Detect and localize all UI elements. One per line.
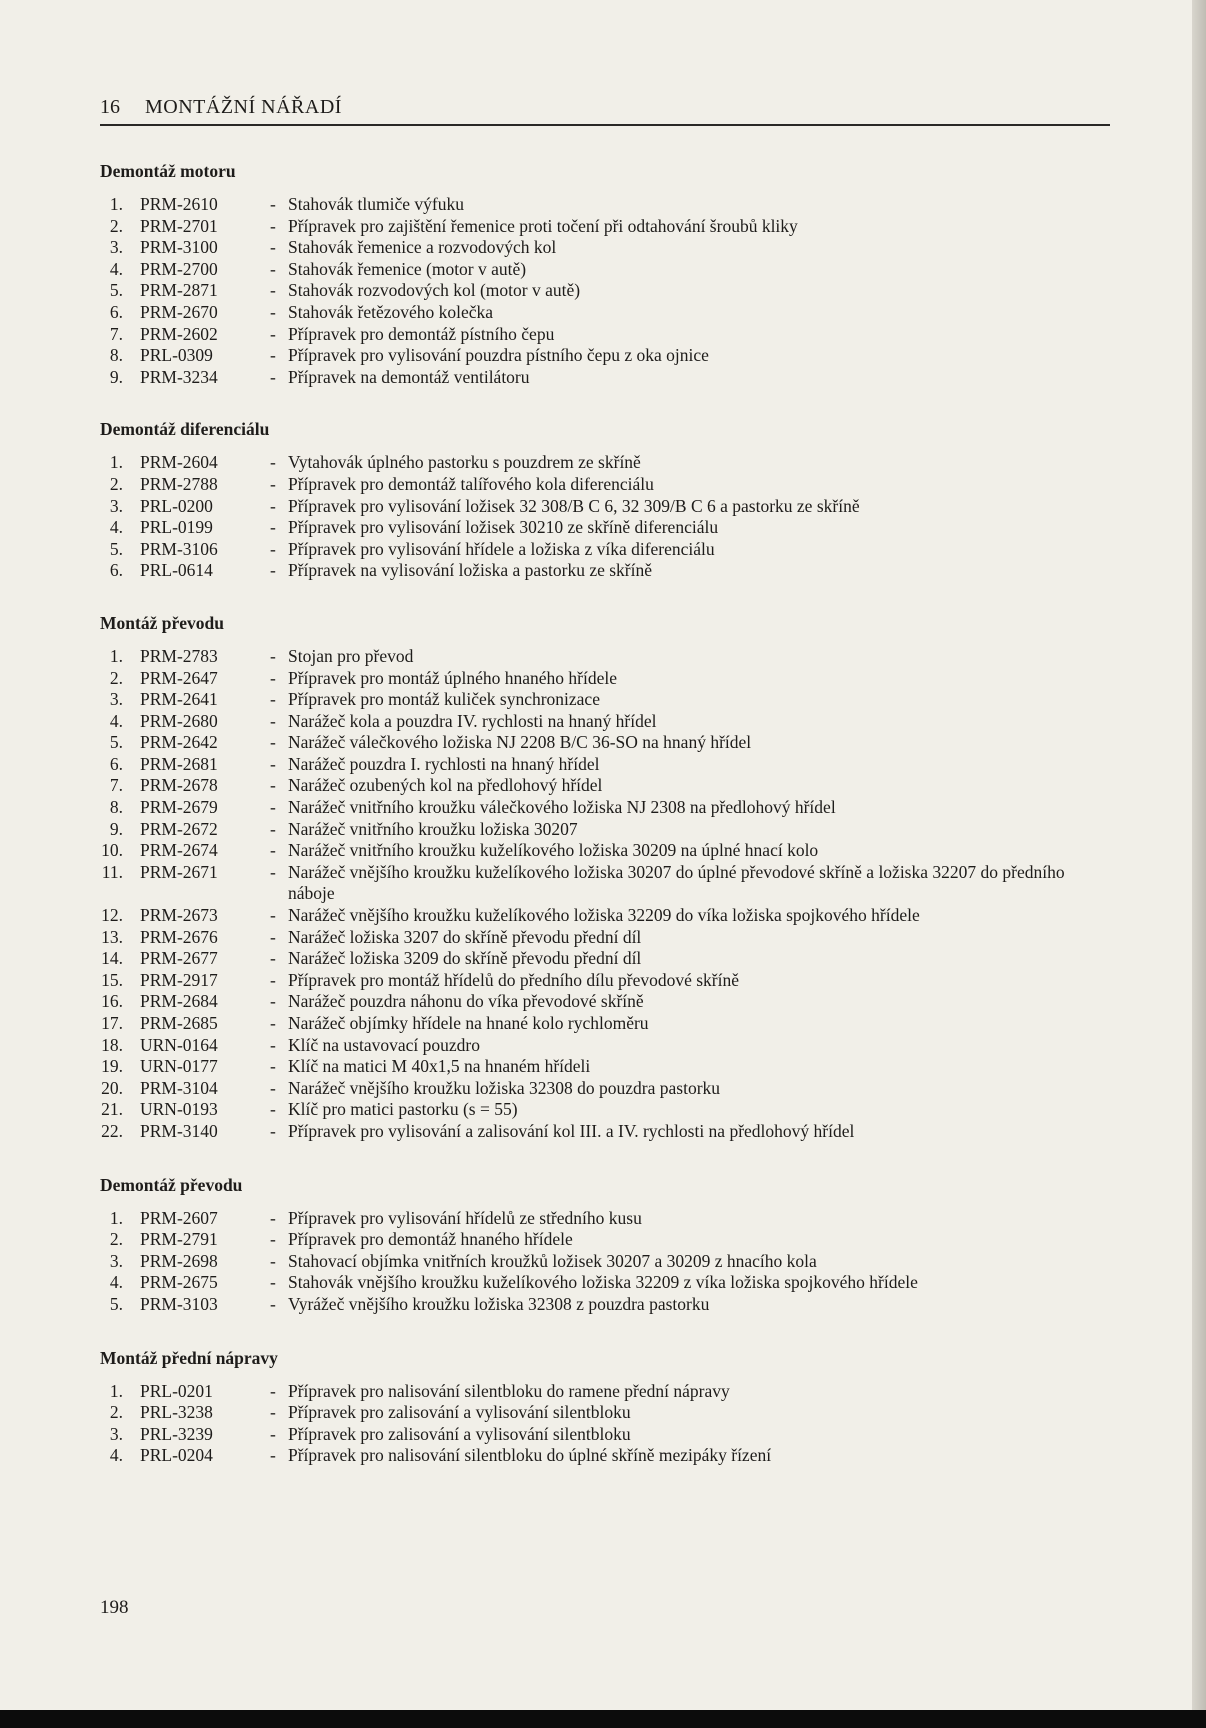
tool-description: - Přípravek pro montáž hřídelů do předního dílu převodové skříně — [270, 970, 1110, 992]
tool-description: - Stahovák řetězového kolečka — [270, 302, 1110, 324]
tool-list-content — [100, 160, 1110, 1467]
tool-description: - Narážeč pouzdra I. rychlosti na hnaný hřídel — [270, 754, 1110, 776]
list-item — [100, 1251, 1110, 1273]
list-item — [100, 237, 1110, 259]
tool-code: PRM-2673 — [140, 905, 218, 926]
tool-code: PRM-3106 — [140, 538, 218, 559]
tool-code: PRM-2670 — [140, 301, 218, 322]
list-item — [100, 452, 1110, 474]
tool-description: - Přípravek pro nalisování silentbloku do ramene přední nápravy — [270, 1381, 1110, 1403]
list-item — [100, 216, 1110, 238]
tool-description: - Přípravek pro vylisování a zalisování kol III. a IV. rychlosti na předlohový hřídel — [270, 1121, 1110, 1143]
tool-description: - Přípravek na vylisování ložiska a pastorku ze skříně — [270, 560, 1110, 582]
tool-description: - Narážeč vnějšího kroužku kuželíkového ložiska 30207 do úplné převodové skříně a ložiska 32207 do předního náboje — [270, 862, 1110, 905]
item-number: 2. — [109, 473, 123, 494]
tool-description: - Přípravek pro vylisování ložisek 32 308/B C 6, 32 309/B C 6 a pastorku ze skříně — [270, 496, 1110, 518]
item-number: 4. — [109, 517, 123, 538]
tool-description: - Narážeč ložiska 3207 do skříně převodu přední díl — [270, 927, 1110, 949]
list-item — [100, 324, 1110, 346]
tool-description: - Narážeč vnějšího kroužku kuželíkového ložiska 32209 do víka ložiska spojkového hřídele — [270, 905, 1110, 927]
tool-description: - Klíč na matici M 40x1,5 na hnaném hřídeli — [270, 1056, 1110, 1078]
item-number: 4. — [109, 710, 123, 731]
list-item — [100, 840, 1110, 862]
tool-code: PRM-2671 — [140, 861, 218, 882]
item-number: 3. — [109, 495, 123, 516]
tool-code: PRL-3239 — [140, 1423, 213, 1444]
item-number: 2. — [109, 215, 123, 236]
tool-description: - Narážeč ozubených kol na předlohový hřídel — [270, 775, 1110, 797]
list-item — [100, 862, 1110, 905]
list-item — [100, 539, 1110, 561]
tool-description: - Přípravek pro montáž úplného hnaného hřídele — [270, 668, 1110, 690]
tool-description: - Přípravek pro vylisování pouzdra pístního čepu z oka ojnice — [270, 345, 1110, 367]
item-number: 9. — [109, 366, 123, 387]
section — [100, 418, 1110, 582]
list-item — [100, 905, 1110, 927]
list-item — [100, 1229, 1110, 1251]
tool-description: - Narážeč vnějšího kroužku ložiska 32308 do pouzdra pastorku — [270, 1078, 1110, 1100]
tool-code: PRM-3104 — [140, 1077, 218, 1098]
section — [100, 160, 1110, 388]
tool-code: PRL-0204 — [140, 1445, 213, 1466]
tool-code: PRM-2641 — [140, 689, 218, 710]
page-header — [100, 94, 1110, 126]
item-number: 5. — [109, 1293, 123, 1314]
tool-description: - Stahovák rozvodových kol (motor v autě) — [270, 280, 1110, 302]
list-item — [100, 474, 1110, 496]
scan-bottom-border — [0, 1710, 1206, 1728]
item-number: 8. — [109, 345, 123, 366]
item-number: 3. — [109, 1423, 123, 1444]
item-number: 20. — [101, 1077, 123, 1098]
tool-code: PRM-2788 — [140, 473, 218, 494]
item-number: 8. — [109, 797, 123, 818]
tool-code: URN-0193 — [140, 1099, 218, 1120]
list-item — [100, 1424, 1110, 1446]
list-item — [100, 689, 1110, 711]
tool-code: PRM-2675 — [140, 1272, 218, 1293]
tool-code: PRM-2607 — [140, 1207, 218, 1228]
tool-description: - Stojan pro převod — [270, 646, 1110, 668]
tool-description: - Přípravek pro demontáž pístního čepu — [270, 324, 1110, 346]
item-number: 12. — [101, 905, 123, 926]
list-item — [100, 1013, 1110, 1035]
list-item — [100, 1208, 1110, 1230]
list-item — [100, 280, 1110, 302]
tool-description: - Narážeč vnitřního kroužku válečkového ložiska NJ 2308 na předlohový hřídel — [270, 797, 1110, 819]
list-item — [100, 819, 1110, 841]
tool-description: - Přípravek pro zalisování a vylisování silentbloku — [270, 1402, 1110, 1424]
section-title: Montáž převodu — [100, 612, 224, 633]
item-number: 19. — [101, 1056, 123, 1077]
page-edge-shadow — [1192, 0, 1206, 1728]
tool-code: PRM-2642 — [140, 732, 218, 753]
item-number: 1. — [109, 1380, 123, 1401]
list-item — [100, 302, 1110, 324]
tool-code: PRM-2678 — [140, 775, 218, 796]
tool-description: - Narážeč objímky hřídele na hnané kolo rychloměru — [270, 1013, 1110, 1035]
tool-code: PRL-0309 — [140, 345, 213, 366]
tool-code: PRL-0200 — [140, 495, 213, 516]
tool-description: - Přípravek pro demontáž hnaného hřídele — [270, 1229, 1110, 1251]
tool-description: - Stahovák řemenice (motor v autě) — [270, 259, 1110, 281]
item-number: 13. — [101, 926, 123, 947]
item-number: 3. — [109, 237, 123, 258]
tool-description: - Přípravek pro vylisování hřídele a ložiska z víka diferenciálu — [270, 539, 1110, 561]
item-number: 7. — [109, 323, 123, 344]
tool-description: - Přípravek pro montáž kuliček synchronizace — [270, 689, 1110, 711]
item-number: 10. — [101, 840, 123, 861]
section — [100, 1174, 1110, 1316]
tool-code: PRM-2676 — [140, 926, 218, 947]
tool-code: PRM-2604 — [140, 452, 218, 473]
tool-description: - Narážeč pouzdra náhonu do víka převodové skříně — [270, 991, 1110, 1013]
list-item — [100, 560, 1110, 582]
item-number: 22. — [101, 1120, 123, 1141]
tool-description: - Stahovací objímka vnitřních kroužků ložisek 30207 a 30209 z hnacího kola — [270, 1251, 1110, 1273]
item-number: 3. — [109, 1250, 123, 1271]
section-title: Montáž přední nápravy — [100, 1347, 278, 1368]
list-item — [100, 1294, 1110, 1316]
list-item — [100, 797, 1110, 819]
list-item — [100, 517, 1110, 539]
item-number: 21. — [101, 1099, 123, 1120]
tool-description: - Vytahovák úplného pastorku s pouzdrem ze skříně — [270, 452, 1110, 474]
section — [100, 1347, 1110, 1467]
item-number: 17. — [101, 1013, 123, 1033]
tool-code: PRM-2700 — [140, 258, 218, 279]
tool-code: PRM-2685 — [140, 1013, 218, 1033]
item-number: 5. — [109, 280, 123, 301]
tool-code: PRM-2917 — [140, 969, 218, 990]
tool-code: PRM-2677 — [140, 948, 218, 969]
section-title: Demontáž motoru — [100, 161, 236, 181]
tool-code: PRL-0201 — [140, 1380, 213, 1401]
section — [100, 612, 1110, 1143]
section-title: Demontáž převodu — [100, 1174, 243, 1195]
item-number: 5. — [109, 538, 123, 559]
item-number: 2. — [109, 1402, 123, 1423]
list-item — [100, 732, 1110, 754]
tool-description: - Přípravek pro vylisování ložisek 30210 ze skříně diferenciálu — [270, 517, 1110, 539]
tool-code: PRL-0614 — [140, 560, 213, 581]
item-number: 3. — [109, 689, 123, 710]
list-item — [100, 948, 1110, 970]
tool-description: - Přípravek pro nalisování silentbloku do úplné skříně mezipáky řízení — [270, 1445, 1110, 1467]
item-number: 15. — [101, 969, 123, 990]
list-item — [100, 1445, 1110, 1467]
list-item — [100, 1056, 1110, 1078]
item-number: 2. — [109, 667, 123, 688]
tool-code: PRM-2681 — [140, 753, 218, 774]
item-number: 6. — [109, 753, 123, 774]
tool-code: PRM-3140 — [140, 1120, 218, 1141]
item-number: 16. — [101, 991, 123, 1012]
tool-description: - Narážeč vnitřního kroužku ložiska 30207 — [270, 819, 1110, 841]
list-item — [100, 754, 1110, 776]
tool-code: PRM-2783 — [140, 645, 218, 666]
item-number: 4. — [109, 1445, 123, 1466]
item-number: 4. — [109, 1272, 123, 1293]
tool-description: - Klíč pro matici pastorku (s = 55) — [270, 1099, 1110, 1121]
tool-code: URN-0177 — [140, 1056, 218, 1077]
tool-description: - Narážeč kola a pouzdra IV. rychlosti na hnaný hřídel — [270, 711, 1110, 733]
tool-code: PRM-2610 — [140, 194, 218, 214]
item-number: 1. — [109, 452, 123, 473]
list-item — [100, 668, 1110, 690]
tool-code: PRM-3234 — [140, 366, 218, 387]
list-item — [100, 1272, 1110, 1294]
item-number: 14. — [101, 948, 123, 969]
tool-description: - Narážeč ložiska 3209 do skříně převodu přední díl — [270, 948, 1110, 970]
tool-code: PRM-2679 — [140, 797, 218, 818]
tool-description: - Přípravek pro zalisování a vylisování silentbloku — [270, 1424, 1110, 1446]
item-number: 7. — [109, 775, 123, 796]
tool-description: - Narážeč válečkového ložiska NJ 2208 B/C 36-SO na hnaný hřídel — [270, 732, 1110, 754]
page-number: 198 — [100, 1597, 129, 1618]
list-item — [100, 1121, 1110, 1143]
tool-code: URN-0164 — [140, 1034, 218, 1055]
item-number: 9. — [109, 818, 123, 839]
tool-code: PRM-2672 — [140, 818, 218, 839]
tool-code: PRM-3103 — [140, 1293, 218, 1314]
item-number: 5. — [109, 732, 123, 753]
item-number: 11. — [101, 861, 123, 882]
list-item — [100, 345, 1110, 367]
tool-code: PRM-2674 — [140, 840, 218, 861]
tool-code: PRL-3238 — [140, 1402, 213, 1423]
item-number: 1. — [109, 194, 123, 214]
tool-description: - Přípravek pro vylisování hřídelů ze středního kusu — [270, 1208, 1110, 1230]
tool-code: PRM-2871 — [140, 280, 218, 301]
tool-description: - Stahovák vnějšího kroužku kuželíkového ložiska 32209 z víka ložiska spojkového hřídele — [270, 1272, 1110, 1294]
list-item — [100, 1035, 1110, 1057]
item-number: 2. — [109, 1229, 123, 1250]
item-number: 6. — [109, 301, 123, 322]
tool-description: - Narážeč vnitřního kroužku kuželíkového ložiska 30209 na úplné hnací kolo — [270, 840, 1110, 862]
tool-description: - Přípravek pro demontáž talířového kola diferenciálu — [270, 474, 1110, 496]
list-item — [100, 927, 1110, 949]
list-item — [100, 1402, 1110, 1424]
tool-description: - Přípravek na demontáž ventilátoru — [270, 367, 1110, 389]
tool-description: - Vyrážeč vnějšího kroužku ložiska 32308 z pouzdra pastorku — [270, 1294, 1110, 1316]
list-item — [100, 259, 1110, 281]
list-item — [100, 367, 1110, 389]
tool-code: PRM-2684 — [140, 991, 218, 1012]
item-number: 1. — [109, 1207, 123, 1228]
tool-code: PRM-2680 — [140, 710, 218, 731]
chapter-title: MONTÁŽNÍ NÁŘADÍ — [145, 96, 342, 118]
item-number: 6. — [109, 560, 123, 581]
tool-code: PRM-3100 — [140, 237, 218, 258]
list-item — [100, 194, 1110, 216]
tool-code: PRM-2701 — [140, 215, 218, 236]
list-item — [100, 775, 1110, 797]
tool-code: PRM-2602 — [140, 323, 218, 344]
tool-code: PRM-2647 — [140, 667, 218, 688]
list-item — [100, 496, 1110, 518]
tool-description: - Stahovák tlumiče výfuku — [270, 194, 1110, 216]
tool-code: PRM-2698 — [140, 1250, 218, 1271]
tool-description: - Přípravek pro zajištění řemenice proti točení při odtahování šroubů kliky — [270, 216, 1110, 238]
tool-description: - Klíč na ustavovací pouzdro — [270, 1035, 1110, 1057]
list-item — [100, 1078, 1110, 1100]
item-number: 18. — [101, 1034, 123, 1055]
list-item — [100, 1099, 1110, 1121]
tool-description: - Stahovák řemenice a rozvodových kol — [270, 237, 1110, 259]
section-title: Demontáž diferenciálu — [100, 419, 270, 440]
list-item — [100, 711, 1110, 733]
tool-code: PRM-2791 — [140, 1229, 218, 1250]
item-number: 1. — [109, 645, 123, 666]
list-item — [100, 970, 1110, 992]
list-item — [100, 646, 1110, 668]
tool-code: PRL-0199 — [140, 517, 213, 538]
list-item — [100, 991, 1110, 1013]
item-number: 4. — [109, 258, 123, 279]
chapter-number: 16 — [100, 96, 120, 118]
list-item — [100, 1381, 1110, 1403]
